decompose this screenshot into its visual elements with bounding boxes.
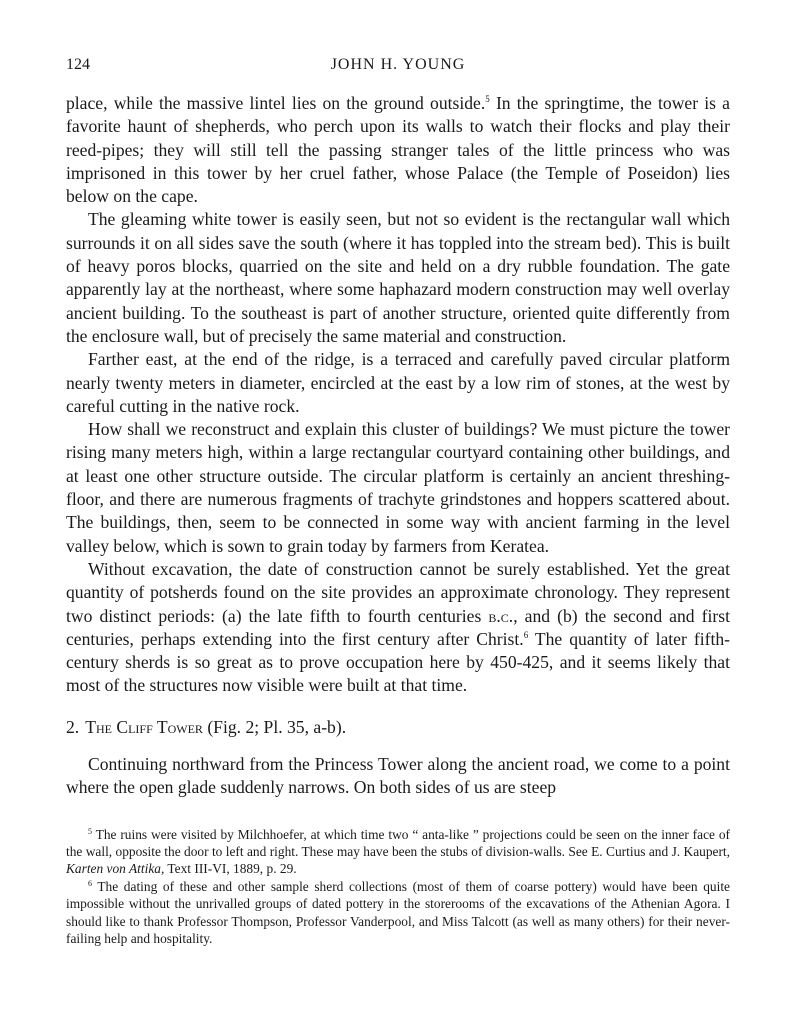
section-references: (Fig. 2; Pl. 35, a-b). bbox=[202, 716, 347, 737]
footnote-number: 6 bbox=[88, 878, 92, 888]
footnotes bbox=[66, 826, 730, 948]
era-abbreviation: b.c. bbox=[488, 605, 514, 626]
page-number: 124 bbox=[66, 56, 90, 73]
paragraph: How shall we reconstruct and explain this cluster of buildings? We must picture the tower rising many meters high, within a large rectangular courtyard containing other buildings, and at least one other structure outside. The circular platform is certainly an ancient threshing-floor, and there are numerous fragments of trachyte grindstones and hoppers scattered about. The buildings, then, seem to be connected in some way with ancient farming in the level valley below, which is sown to grain today by farmers from Keratea. bbox=[66, 419, 730, 556]
body-text bbox=[66, 92, 730, 800]
footnote-5: $^5$ The ruins were visited by Milchhoefer, at which time two “ anta-like ” projections could be seen on the inner face of the wall, opposite the door to left and right. These may have been the stubs of division-walls. See E. Curtius and J. Kaupert, Karten von Attika, Text III-VI, 1889, p. 29. bbox=[66, 826, 730, 877]
paragraph: Continuing northward from the Princess Tower along the ancient road, we come to a point where the open glade suddenly narrows. On both sides of us are steep bbox=[66, 754, 730, 798]
page-header bbox=[66, 56, 730, 80]
section-heading bbox=[66, 716, 730, 739]
footnote-6: $^6$ The dating of these and other sample sherd collections (most of them of coarse pottery) would have been quite impossible without the unrivalled groups of dated pottery in the storerooms of the excavations of the Athenian Agora. I should like to thank Professor Thompson, Professor Vanderpool, and Miss Talcott (as well as many others) for their never-failing help and hospitality. bbox=[66, 878, 731, 947]
section-number: 2. bbox=[66, 716, 80, 737]
paragraph: Farther east, at the end of the ridge, is a terraced and carefully paved circular platform nearly twenty meters in diameter, encircled at the east by a low rim of stones, at the west by careful cutting in the native rock. bbox=[66, 349, 730, 416]
running-head: JOHN H. YOUNG bbox=[330, 56, 466, 73]
paragraph: Without excavation, the date of construction cannot be surely established. Yet the great quantity of potsherds found on the site provides an approximate chronology. They represent two distinct periods: (a) the late fifth to fourth centuries b.c., and (b) the second and first centuries, perhaps extending into the first century after Christ.$^6$ The quantity of later fifth-century sherds is so great as to prove occupation here by 450-425, and it seems likely that most of the structures now visible were built at that time. bbox=[66, 558, 730, 696]
footnote-ref-5[interactable]: 5 bbox=[485, 94, 490, 104]
paragraph: The gleaming white tower is easily seen, but not so evident is the rectangular wall which surrounds it on all sides save the south (where it has toppled into the stream bed). This is built of heavy poros blocks, quarried on the site and held on a dry rubble foundation. The gate apparently lay at the northeast, where some haphazard modern construction may well overlay ancient building. To the southeast is part of another structure, oriented quite differently from the enclosure wall, but of precisely the same material and construction. bbox=[66, 209, 730, 346]
page bbox=[66, 56, 730, 947]
footnote-ref-6[interactable]: 6 bbox=[523, 629, 529, 640]
cited-title: Karten von Attika, bbox=[66, 861, 165, 877]
paragraph: place, while the massive lintel lies on the ground outside.$^5$ In the springtime, the tower is a favorite haunt of shepherds, who perch upon its walls to watch their flocks and play their reed-pipes; they will still tell the passing stranger tales of the little princess who was imprisoned in this tower by her cruel father, whose Palace (the Temple of Poseidon) lies below on the cape. bbox=[66, 93, 730, 207]
footnote-number: 5 bbox=[88, 826, 92, 836]
section-title: The Cliff Tower bbox=[85, 716, 203, 737]
